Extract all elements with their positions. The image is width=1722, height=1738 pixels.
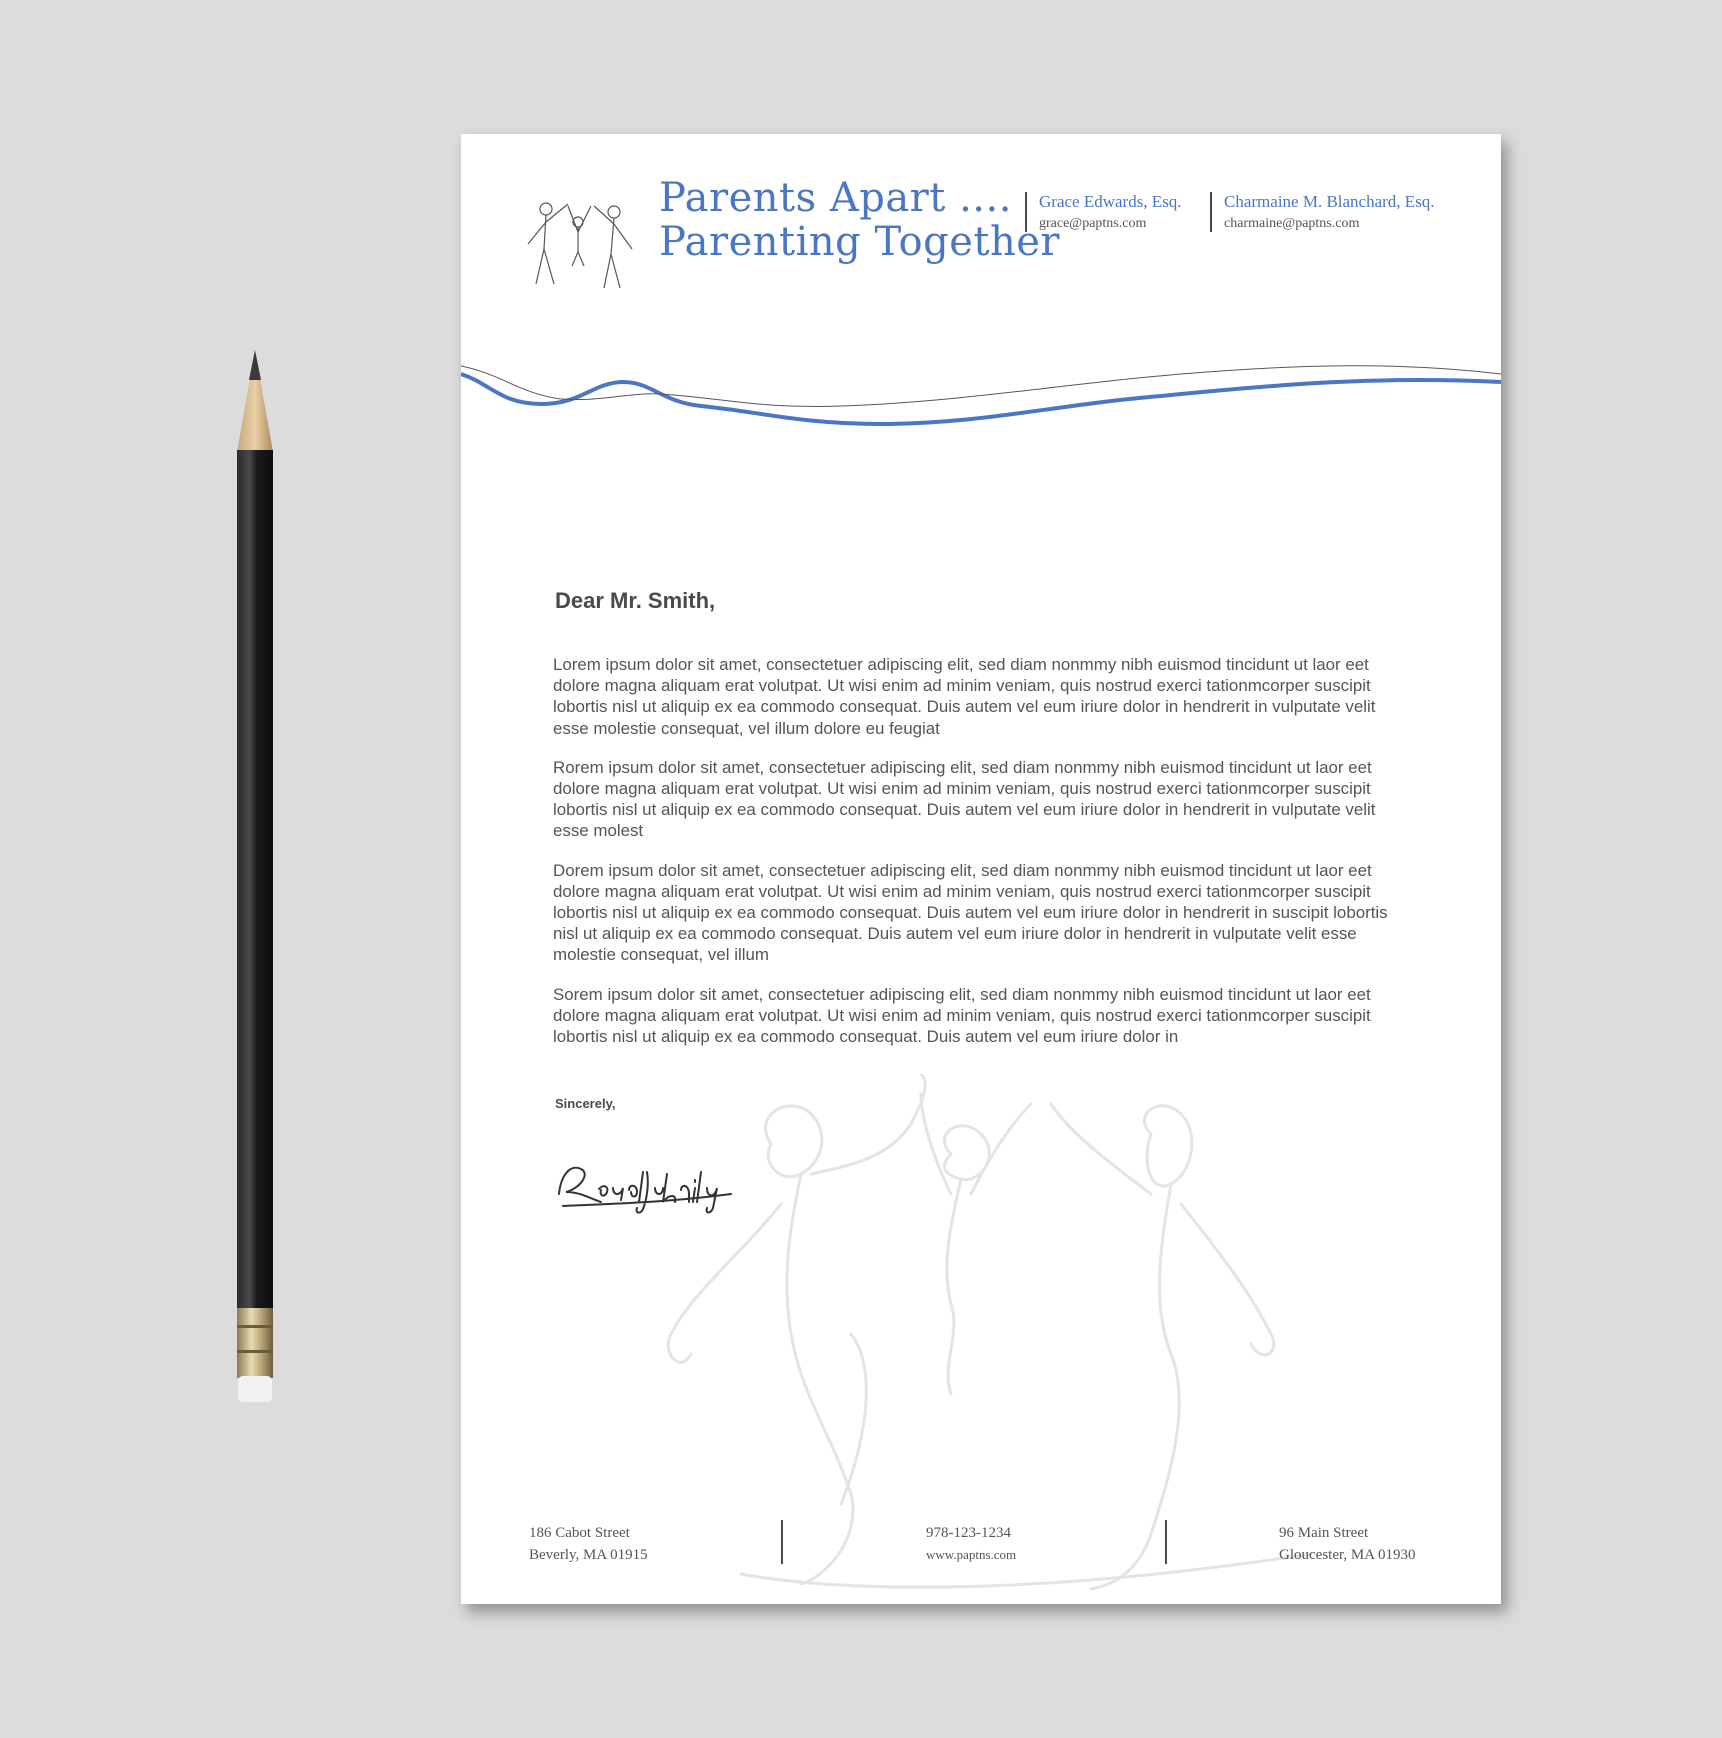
paragraph: Sorem ipsum dolor sit amet, consectetuer adipiscing elit, sed diam nonmmy nibh euismod tincidunt ut laor eet dolore magna aliquam erat volutpat. Ut wisi enim ad minim veniam, quis nostrud exerci tationmcorper suscipit lobortis nisl ut aliquip ex ea commodo consequat. Duis autem vel eum iriure dolor in [553,984,1371,1047]
brand-line-2: Parenting Together [659,219,1061,265]
footer-city: Gloucester, MA 01930 [1279,1547,1416,1563]
footer-address-gloucester [1279,1522,1415,1566]
footer-address-beverly [529,1522,648,1566]
paragraph: Rorem ipsum dolor sit amet, consectetuer adipiscing elit, sed diam nonmmy nibh euismod tincidunt ut laor eet dolore magna aliquam erat volutpat. Ut wisi enim ad minim veniam, quis nostrud exerci tationmcorper suscipit lobortis nisl ut aliquip ex ea commodo consequat. Duis autem vel eum iriure dolor in hendrerit in vulputate velit esse molest [553,757,1376,841]
contact-name: Charmaine M. Blanchard, Esq. [1224,192,1435,211]
footer-street: 96 Main Street [1279,1525,1369,1541]
contact-email[interactable]: charmaine@paptns.com [1224,216,1360,231]
contact-name: Grace Edwards, Esq. [1039,192,1182,211]
footer-contact [926,1522,1016,1566]
family-watermark-icon [651,1074,1331,1594]
contact-grace [1025,192,1182,232]
pencil-graphic [225,340,285,1420]
signature [551,1144,741,1214]
footer-divider [781,1520,783,1564]
pencil [225,340,285,1420]
paragraph: Dorem ipsum dolor sit amet, consectetuer adipiscing elit, sed diam nonmmy nibh euismod tincidunt ut laor eet dolore magna aliquam erat volutpat. Ut wisi enim ad minim veniam, quis nostrud exerci tationmcorper suscipit lobortis nisl ut aliquip ex ea commodo consequat. Duis autem vel eum iriure dolor in hendrerit in suscipit lobortis nisl ut aliquip ex ea commodo consequat. Duis autem vel eum iriure dolor in hendrerit in vulputate velit esse molestie consequat, vel illum [553,860,1388,965]
signoff: Sincerely, [555,1096,616,1111]
footer-street: 186 Cabot Street [529,1525,630,1541]
brand-line-1: Parents Apart .... [659,175,1012,221]
footer-city: Beverly, MA 01915 [529,1547,648,1563]
footer-phone[interactable]: 978-123-1234 [926,1525,1011,1541]
paragraph: Lorem ipsum dolor sit amet, consectetuer adipiscing elit, sed diam nonmmy nibh euismod tincidunt ut laor eet dolore magna aliquam erat volutpat. Ut wisi enim ad minim veniam, quis nostrud exerci tationmcorper suscipit lobortis nisl ut aliquip ex ea commodo consequat. Duis autem vel eum iriure dolor in hendrerit in vulputate velit esse molestie consequat, vel illum dolore eu feugiat [553,655,1376,738]
letter-body [553,654,1413,1065]
footer-website[interactable]: www.paptns.com [926,1547,1017,1562]
footer-divider [1165,1520,1167,1564]
contact-email[interactable]: grace@paptns.com [1039,216,1147,231]
brand-name [659,176,1060,264]
family-logo-icon [516,194,646,294]
contact-charmaine [1210,192,1435,232]
letterhead-sheet [461,134,1501,1604]
salutation: Dear Mr. Smith, [555,588,716,613]
